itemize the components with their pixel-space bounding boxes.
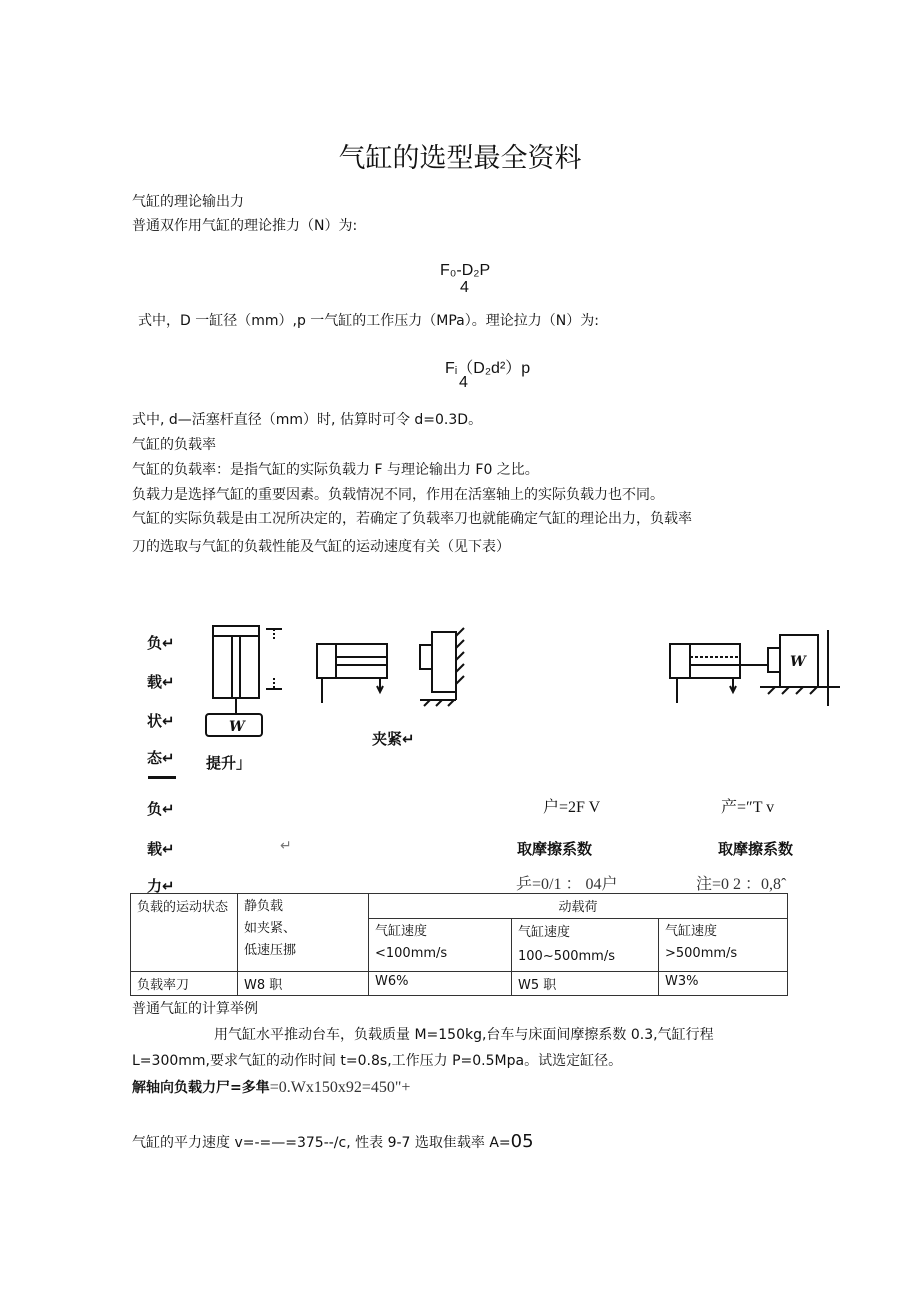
cell-rate-high: W3% xyxy=(659,972,788,996)
lift-label: 提升」 xyxy=(206,754,252,772)
example-heading: 普通气缸的计算举例 xyxy=(132,1001,258,1017)
weight-box-label-left: W xyxy=(229,719,245,735)
speed-line-tail: 05 xyxy=(510,1131,534,1152)
friction-label-center: 取摩擦系数 xyxy=(517,840,593,858)
side-label-7: 力↵ xyxy=(147,877,175,895)
pull-formula-denominator: 4 xyxy=(459,374,468,391)
push-cart-cylinder xyxy=(670,630,840,706)
side-label-5: 负↵ xyxy=(147,800,175,818)
solution-bold-part: 解轴向负载力尸=多隼 xyxy=(132,1080,270,1096)
cell-static-load: 静负载 如夹紧、 低速压挪 xyxy=(238,894,369,972)
solution-line xyxy=(132,1077,410,1097)
paragraph-load-force: 负载力是选择气缸的重要因素。负载情况不同，作用在活塞轴上的实际负载力也不同。 xyxy=(132,487,664,503)
push-formula-denominator: 4 xyxy=(460,279,469,296)
cell-rate-static: W8 职 xyxy=(238,972,369,996)
side-label-6: 载↵ xyxy=(147,840,175,858)
pull-formula-numerator: Fᵢ（D₂d²）p xyxy=(445,360,531,377)
side-label-3: 状↵ xyxy=(147,712,175,730)
solution-formula: =0.Wx150x92=450"+ xyxy=(269,1079,411,1096)
speed-line xyxy=(132,1131,534,1152)
force-formula-center: 户=2F V xyxy=(543,799,601,816)
side-label-2: 载↵ xyxy=(147,673,175,691)
middle-mark: ↵ xyxy=(280,838,292,854)
friction-coef-right: 注=0 2 ：0,8ˆ xyxy=(696,876,787,893)
force-formula-right: 产=″T v xyxy=(721,799,775,816)
cell-rate-label: 负载率刀 xyxy=(131,972,238,996)
push-intro: 普通双作用气缸的理论推力（N）为: xyxy=(132,218,358,234)
cell-speed-low: 气缸速度 <100mm/s xyxy=(369,919,512,972)
weight-box-label-right: W xyxy=(790,654,806,670)
paragraph-load-rate-def: 气缸的负载率：是指气缸的实际负载力 F 与理论输出力 F0 之比。 xyxy=(132,462,539,478)
cell-motion-state: 负载的运动状态 xyxy=(131,894,238,972)
cell-rate-mid: W5 职 xyxy=(512,972,659,996)
example-line-2: L=300mm,要求气缸的动作时间 t=0.8s,工作压力 P=0.5Mpa。试选定缸径。 xyxy=(132,1053,623,1069)
pull-explanation: 式中, d—活塞杆直径（mm）时, 估算时可令 d=0.3D。 xyxy=(132,412,483,428)
cell-rate-low: W6% xyxy=(369,972,512,996)
paragraph-actual-load: 气缸的实际负载是由工况所决定的，若确定了负载率刀也就能确定气缸的理论出力，负载率 xyxy=(132,511,692,527)
cell-speed-mid: 气缸速度 100~500mm/s xyxy=(512,919,659,972)
speed-line-main: 气缸的平力速度 v=-=—=375--/c, 性表 9-7 选取隹载率 A= xyxy=(132,1135,511,1151)
cell-speed-high: 气缸速度 >500mm/s xyxy=(659,919,788,972)
side-label-1: 负↵ xyxy=(147,634,175,652)
section-heading-output-force: 气缸的理论输出力 xyxy=(132,194,244,210)
side-label-4: 态↵ xyxy=(147,749,175,767)
friction-label-right: 取摩擦系数 xyxy=(718,840,794,858)
push-explanation: 式中，D 一缸径（mm）,p 一气缸的工作压力（MPa）。理论拉力（N）为: xyxy=(138,313,599,329)
page-title: 气缸的选型最全资料 xyxy=(338,143,582,174)
paragraph-load-rate-selection: 刀的选取与气缸的负载性能及气缸的运动速度有关（见下表） xyxy=(132,539,510,555)
clamp-cylinder xyxy=(317,628,464,706)
friction-coef-center: 乒=0/1 ： 04户 xyxy=(516,876,618,893)
clamp-label: 夹紧↵ xyxy=(372,730,415,748)
push-formula-numerator: F₀-D₂P xyxy=(440,262,491,279)
cell-dynamic-header: 动载荷 xyxy=(369,894,788,919)
example-line-1: 用气缸水平推动台车，负载质量 M=150kg,台车与床面间摩擦系数 0.3,气缸行程 xyxy=(214,1027,714,1043)
section-heading-load-rate: 气缸的负载率 xyxy=(132,437,216,453)
load-rate-table xyxy=(130,893,788,996)
